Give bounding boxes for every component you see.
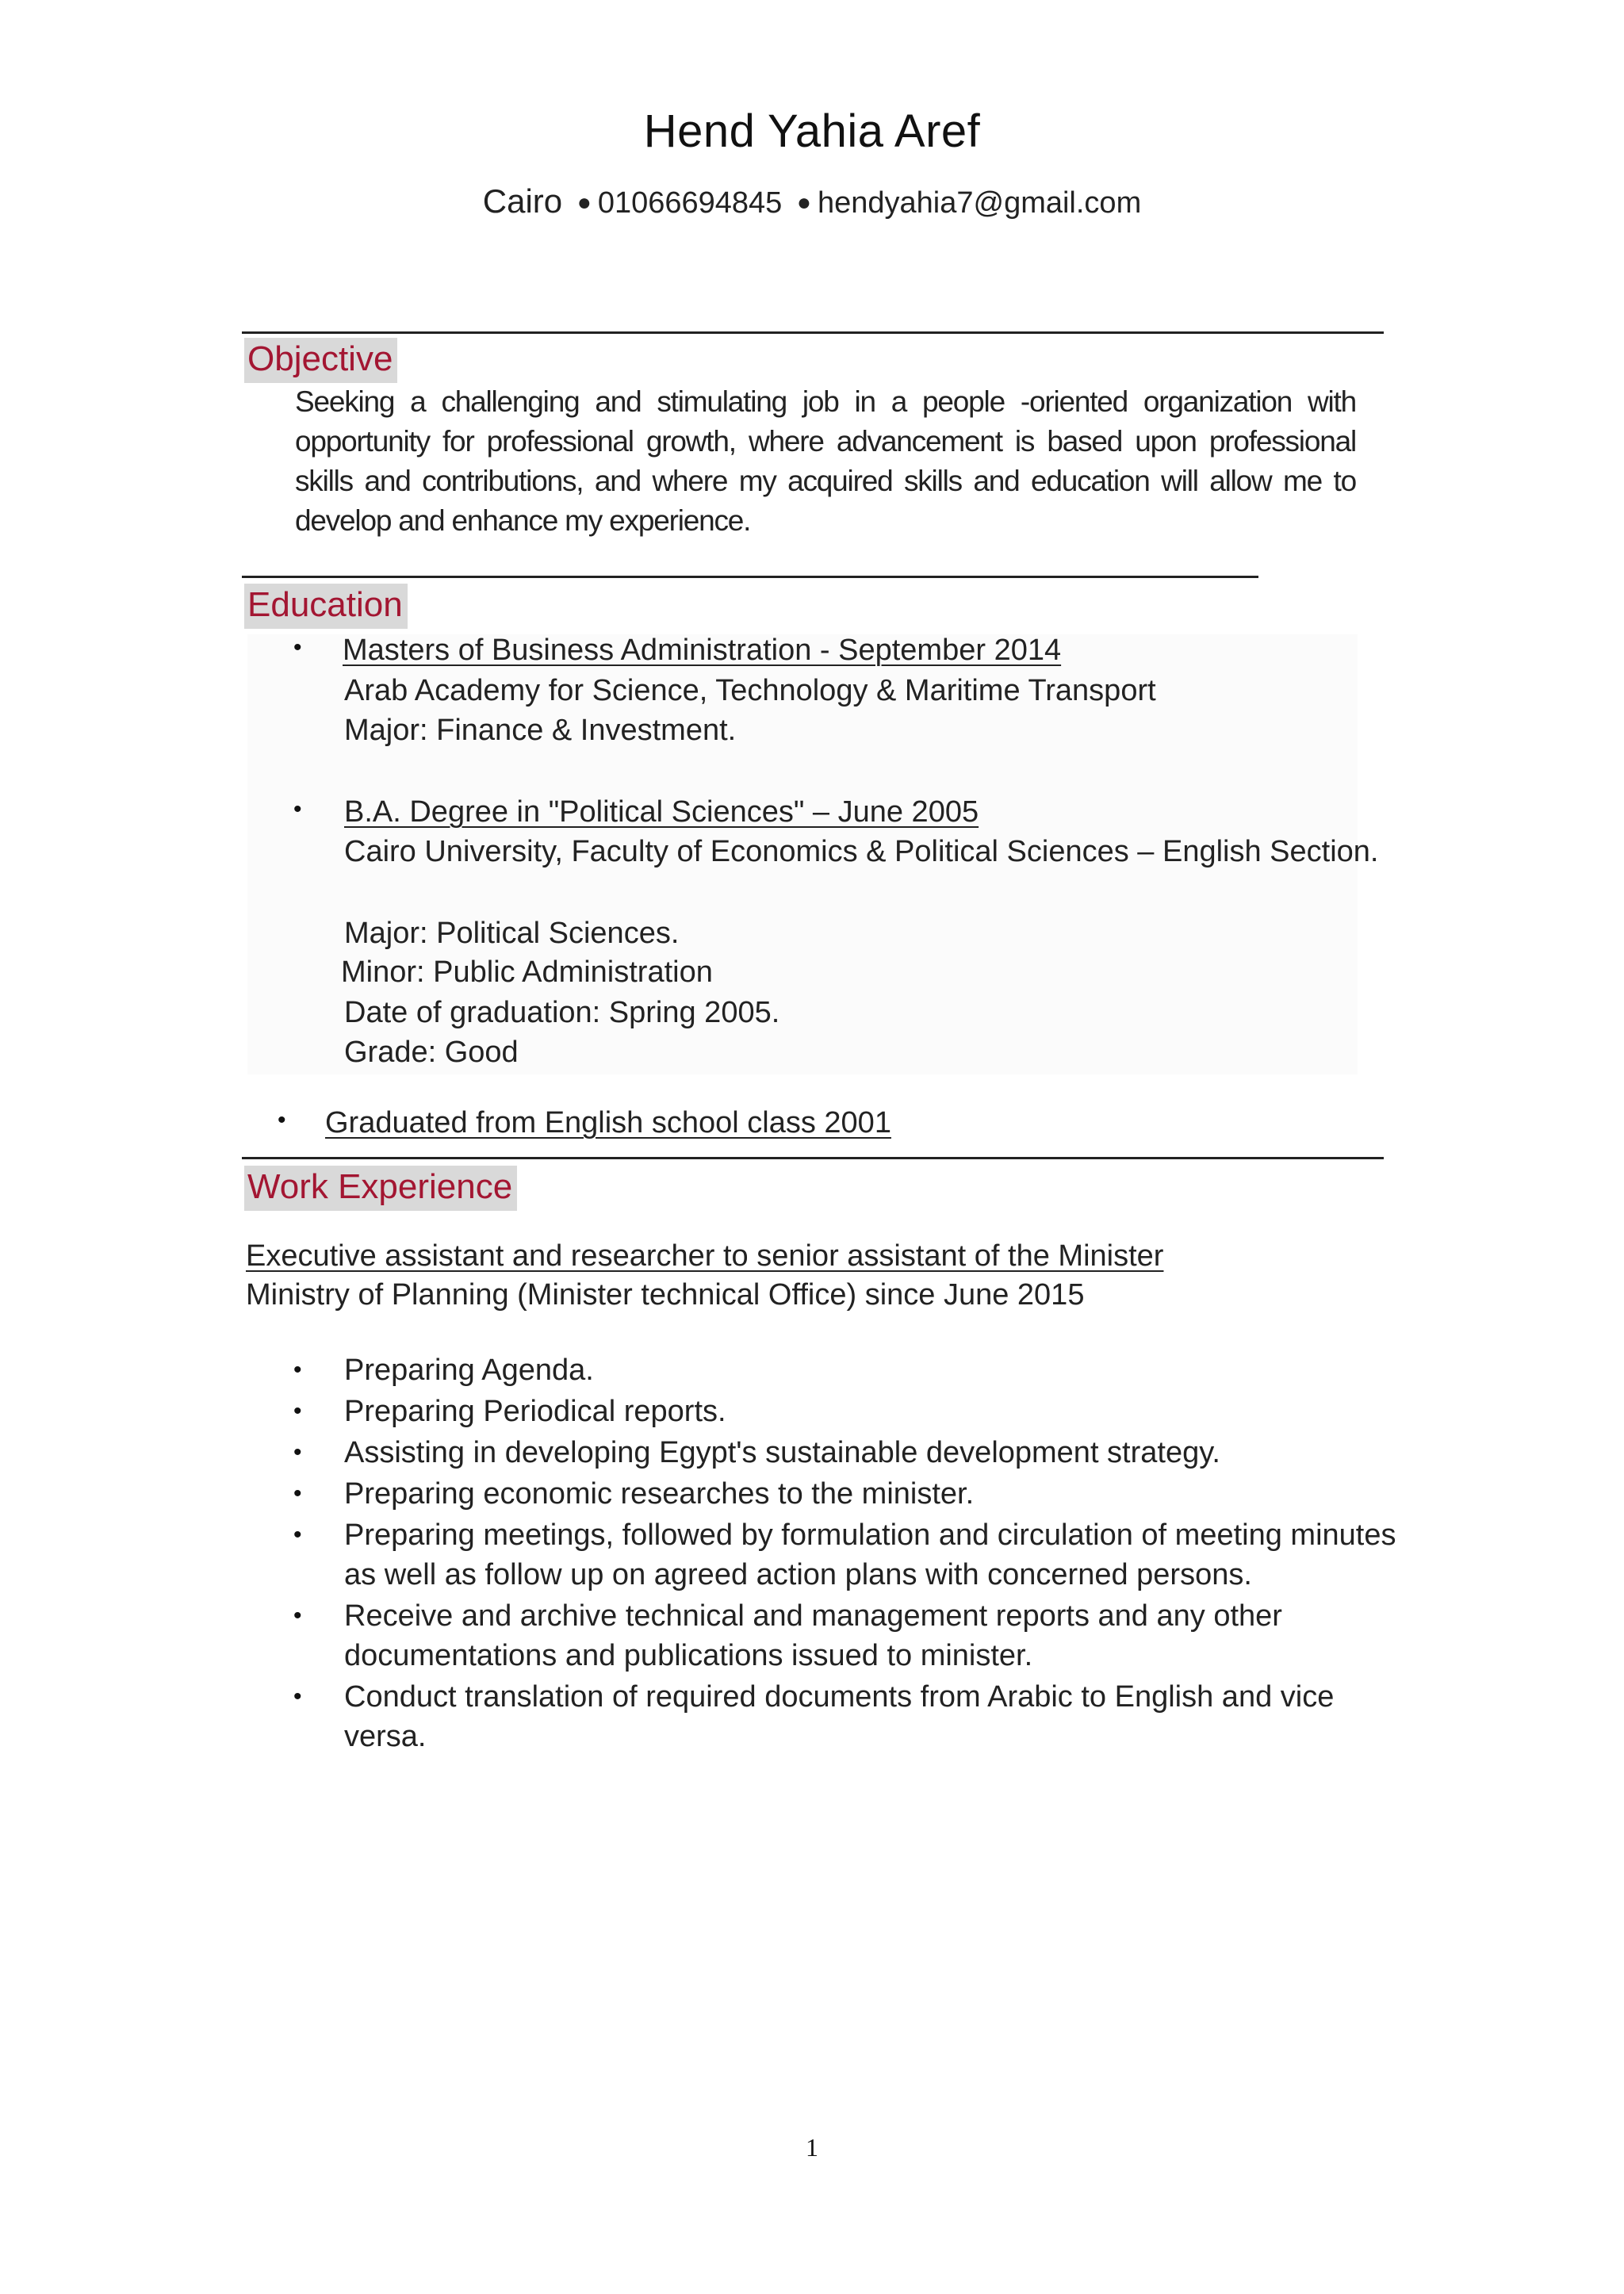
duty-text: Preparing Agenda. — [344, 1354, 594, 1387]
job-employer: Ministry of Planning (Minister technical Office) since June 2015 — [246, 1278, 1085, 1312]
contact-line — [0, 182, 1624, 220]
objective-text: Seeking a challenging and stimulating job in a people -oriented organization with opportunity for professional growth, where advancement is based upon professional skills and contributions, and where my acquired skills and education will allow me to develop and enhance my experience. — [295, 385, 1356, 537]
bullet-icon: • — [293, 634, 302, 661]
bullet-icon: • — [278, 1107, 286, 1133]
degree-detail: Major: Finance & Investment. — [344, 714, 737, 747]
list-item — [293, 1350, 1419, 1390]
bullet-icon: • — [293, 1480, 302, 1507]
degree-detail: Date of graduation: Spring 2005. — [344, 996, 780, 1029]
candidate-name: Hend Yahia Aref — [643, 105, 981, 157]
bullet-icon: • — [293, 1439, 302, 1465]
list-item — [293, 1677, 1419, 1756]
education-heading: Education — [244, 584, 408, 629]
contact-city: Cairo — [482, 182, 563, 220]
degree-detail: Grade: Good — [344, 1036, 519, 1069]
objective-heading: Objective — [244, 338, 397, 383]
divider-top — [242, 331, 1384, 334]
duty-text: Conduct translation of required documents from Arabic to English and vice versa. — [344, 1680, 1335, 1753]
duty-text: Preparing Periodical reports. — [344, 1395, 726, 1428]
list-item — [293, 1392, 1419, 1431]
list-item — [293, 1433, 1419, 1473]
list-item — [293, 1515, 1419, 1595]
work-experience-heading: Work Experience — [244, 1166, 517, 1211]
degree-detail: Major: Political Sciences. — [344, 917, 680, 950]
school-graduation: Graduated from English school class 2001 — [325, 1106, 891, 1139]
separator-dot: ● — [796, 190, 811, 216]
page-number: 1 — [806, 2133, 818, 2162]
bullet-icon: • — [293, 796, 302, 822]
duty-text: Receive and archive technical and management reports and any other documentations and publications issued to minister. — [344, 1599, 1282, 1672]
contact-phone: 01066694845 — [597, 186, 783, 220]
degree-title-ba: B.A. Degree in "Political Sciences" – June 2005 — [344, 795, 979, 829]
separator-dot: ● — [576, 190, 592, 216]
degree-title-mba: Masters of Business Administration - September 2014 — [343, 634, 1062, 667]
duty-text: Preparing meetings, followed by formulation and circulation of meeting minutes as well as follow up on agreed action plans with concerned persons. — [344, 1518, 1396, 1591]
bullet-icon: • — [293, 1357, 302, 1383]
bullet-icon: • — [293, 1398, 302, 1424]
list-item — [293, 1474, 1419, 1514]
divider-objective — [242, 576, 1258, 578]
duty-list — [293, 1350, 1419, 1758]
divider-education — [242, 1157, 1384, 1159]
degree-detail: Minor: Public Administration — [341, 956, 713, 989]
duty-text: Preparing economic researches to the minister. — [344, 1477, 975, 1511]
degree-detail: Cairo University, Faculty of Economics & Political Sciences – English Section. — [344, 835, 1379, 868]
bullet-icon: • — [293, 1603, 302, 1629]
duty-text: Assisting in developing Egypt's sustainable development strategy. — [344, 1436, 1220, 1469]
bullet-icon: • — [293, 1522, 302, 1548]
job-position: Executive assistant and researcher to senior assistant of the Minister — [246, 1239, 1164, 1273]
contact-email: hendyahia7@gmail.com — [817, 186, 1142, 220]
degree-detail: Arab Academy for Science, Technology & Maritime Transport — [344, 674, 1156, 707]
list-item — [293, 1596, 1419, 1676]
bullet-icon: • — [293, 1683, 302, 1710]
